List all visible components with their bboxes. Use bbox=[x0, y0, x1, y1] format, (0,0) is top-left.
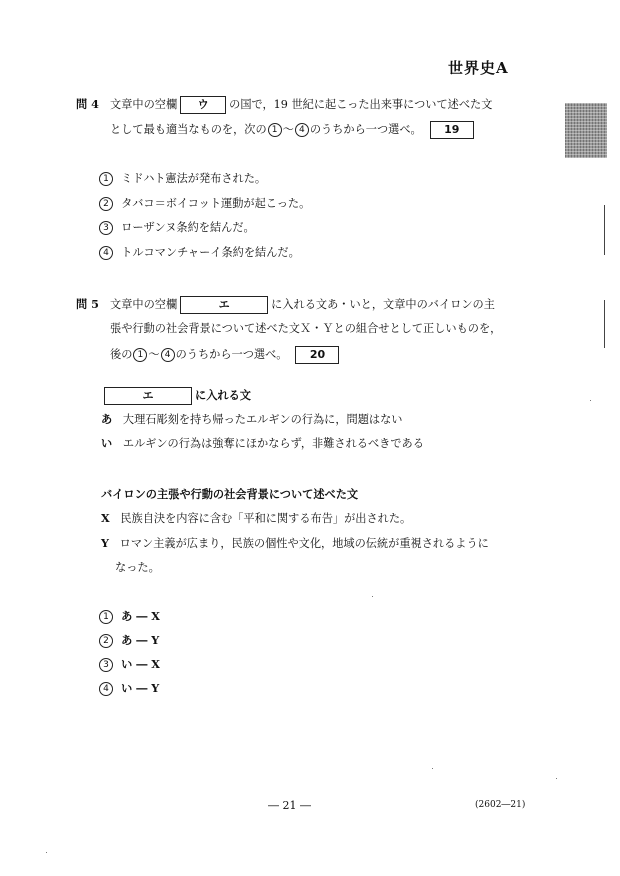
circled-number-icon: 4 bbox=[99, 246, 113, 260]
circled-number-icon: 3 bbox=[99, 658, 113, 672]
q5-stem-line3: 後の 1 ～ 4 のうちから一つ選べ。 20 bbox=[110, 346, 339, 364]
q4-option: 1 ミドハト憲法が発布された。 bbox=[98, 171, 266, 186]
scan-speck bbox=[432, 768, 433, 769]
q5-blank-box: エ bbox=[104, 387, 192, 405]
page-number: ― 21 ― bbox=[268, 799, 311, 812]
q4-option: 4 トルコマンチャーイ条約を結んだ。 bbox=[98, 245, 300, 260]
margin-mark bbox=[604, 205, 605, 255]
q5-blank-box: エ bbox=[180, 296, 268, 314]
scan-speck bbox=[372, 596, 373, 597]
answer-number-box: 19 bbox=[430, 121, 474, 139]
q4-blank-box: ウ bbox=[180, 96, 226, 114]
margin-mark bbox=[604, 300, 605, 348]
scan-speck bbox=[556, 778, 557, 779]
circled-number-icon: 1 bbox=[133, 348, 147, 362]
blank-item: あ 大理石彫刻を持ち帰ったエルギンの行為に，問題はない bbox=[101, 412, 403, 426]
q5-stem-line2: 張や行動の社会背景について述べた文Ｘ・Ｙとの組合せとして正しいものを， bbox=[110, 322, 502, 335]
q4-stem-line1: 問 4 文章中の空欄 ウ の国で，19 世紀に起こった出来事について述べた文 bbox=[76, 96, 492, 114]
q5-stem-line1: 問 5 文章中の空欄 エ に入れる文あ・いと，文章中のバイロンの主 bbox=[76, 296, 495, 314]
q5-option: 4 い ― Y bbox=[98, 681, 159, 696]
circled-number-icon: 2 bbox=[99, 197, 113, 211]
circled-number-icon: 4 bbox=[295, 123, 309, 137]
background-item: X 民族自決を内容に含む「平和に関する布告」が出された。 bbox=[101, 511, 412, 525]
q5-option: 2 あ ― Y bbox=[98, 633, 159, 648]
section-tab-marker bbox=[565, 103, 607, 158]
circled-number-icon: 3 bbox=[99, 221, 113, 235]
q4-option: 2 タバコ＝ボイコット運動が起こった。 bbox=[98, 196, 310, 211]
q4-option: 3 ローザンヌ条約を結んだ。 bbox=[98, 220, 255, 235]
q5-number: 問 5 bbox=[76, 297, 99, 311]
scan-speck bbox=[590, 400, 591, 401]
q5-option: 1 あ ― X bbox=[98, 609, 160, 624]
circled-number-icon: 2 bbox=[99, 634, 113, 648]
blank-item: い エルギンの行為は強奪にほかならず，非難されるべきである bbox=[101, 436, 424, 450]
background-item: Y ロマン主義が広まり，民族の個性や文化，地域の伝統が重視されるように bbox=[101, 536, 489, 550]
circled-number-icon: 1 bbox=[99, 610, 113, 624]
circled-number-icon: 1 bbox=[99, 172, 113, 186]
circled-number-icon: 4 bbox=[99, 682, 113, 696]
answer-number-box: 20 bbox=[295, 346, 339, 364]
q5-option: 3 い ― X bbox=[98, 657, 160, 672]
page-code: (2602―21) bbox=[475, 800, 526, 810]
background-item-continuation: なった。 bbox=[115, 561, 160, 574]
circled-number-icon: 1 bbox=[268, 123, 282, 137]
blank-section-heading: エ に入れる文 bbox=[104, 387, 251, 405]
scan-speck bbox=[46, 852, 47, 853]
circled-number-icon: 4 bbox=[161, 348, 175, 362]
subject-title: 世界史A bbox=[448, 59, 509, 77]
q4-number: 問 4 bbox=[76, 97, 99, 111]
background-section-heading: バイロンの主張や行動の社会背景について述べた文 bbox=[101, 487, 359, 501]
q4-stem-line2: として最も適当なものを，次の 1 ～ 4 のうちから一つ選べ。 19 bbox=[110, 121, 474, 139]
